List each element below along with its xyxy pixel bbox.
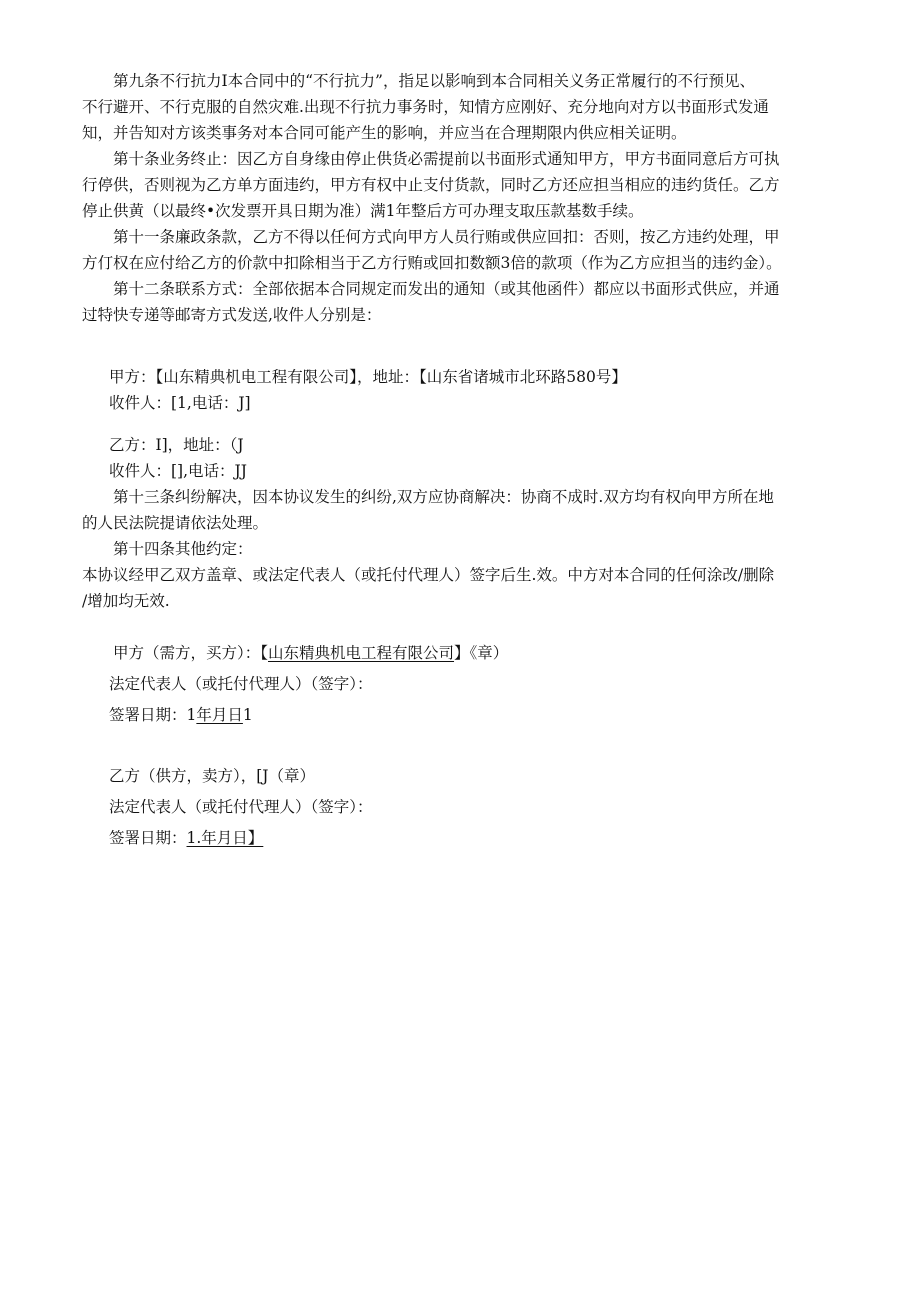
party-b-date-value: 1.年月日】 <box>186 829 264 847</box>
party-a-company-name: 山东精典机电工程有限公司 <box>268 644 455 662</box>
party-b-contact <box>82 432 844 484</box>
party-b-representative: 法定代表人（或托付代理人）（签字）： <box>109 798 373 816</box>
clause-12 <box>82 276 844 328</box>
contract-page <box>82 68 844 854</box>
clause-14-line-2: /增加均无效. <box>82 592 170 610</box>
spacer <box>82 614 844 638</box>
clause-11-line-2: 方仃权在应付给乙方的价款中扣除相当于乙方行贿或回扣数额3倍的款项（作为乙方应担当的违约金）。 <box>82 254 782 272</box>
clause-14-line-1: 本协议经甲乙双方盖章、或法定代表人（或托付代理人）签字后生.效。中方对本合同的任何涂改/删除 <box>82 566 775 584</box>
party-a-seal-line <box>82 638 844 669</box>
party-b-date-prefix: 签署日期： <box>109 829 187 847</box>
clause-9 <box>82 68 844 146</box>
clause-13-line-1: 第十三条纠纷解决，因本协议发生的纠纷,双方应协商解决：协商不成时.双方均有权向甲方所在地 <box>113 488 774 506</box>
spacer <box>82 416 844 432</box>
party-b-sign-date <box>82 823 844 854</box>
clause-13 <box>82 484 844 536</box>
clause-10-line-1: 第十条业务终止：因乙方自身缘由停止供货必需提前以书面形式通知甲方，甲方书面同意后方可执 <box>113 150 780 168</box>
party-b-seal-line: 乙方（供方，卖方），[J（章） <box>109 767 316 785</box>
clause-11 <box>82 224 844 276</box>
clause-10 <box>82 146 844 224</box>
party-a-representative: 法定代表人（或托付代理人）（签字）： <box>109 675 373 693</box>
party-a-contact <box>82 364 844 416</box>
clause-14-title: 第十四条其他约定： <box>113 540 253 558</box>
spacer <box>82 731 844 761</box>
clause-10-line-3: 停止供黄（以最终•次发票开具日期为准）满1年整后方可办理支取压款基数手续。 <box>82 202 644 220</box>
party-b-address: 乙方：I]，地址：（J <box>109 436 244 454</box>
clause-9-line-1: 第九条不行抗力I本合同中的“不行抗力”，指足以影响到本合同相关义务正常履行的不行预见、 <box>113 72 755 90</box>
party-a-seal-prefix: 甲方（需方，买方）：【 <box>113 644 269 662</box>
clause-13-line-2: 的人民法院提请依法处理。 <box>82 514 269 532</box>
party-a-date-suffix: 1 <box>242 706 253 724</box>
party-a-sign-date <box>82 700 844 731</box>
clause-14 <box>82 536 844 614</box>
clause-10-line-2: 行停供，否则视为乙方单方面违约，甲方有权中止支付货款，同时乙方还应担当相应的违约货任。乙方 <box>82 176 780 194</box>
party-a-seal-suffix: 】《章） <box>454 644 509 662</box>
clause-12-line-1: 第十二条联系方式：全部依据本合同规定而发出的通知（或其他函件）都应以书面形式供应，并通 <box>113 280 780 298</box>
clause-11-line-1: 第十一条廉政条款，乙方不得以任何方式向甲方人员行贿或供应回扣：否则，按乙方违约处理，甲 <box>113 228 780 246</box>
party-a-address: 甲方：【山东精典机电工程有限公司】，地址：【山东省诸城市北环路580号】 <box>109 368 627 386</box>
party-a-date-value: 年月日 <box>196 706 243 724</box>
signature-block-a <box>82 638 844 731</box>
clause-9-line-3: 知，并告知对方该类事务对本合同可能产生的影响，并应当在合理期限内供应相关证明。 <box>82 124 687 142</box>
spacer <box>82 328 844 364</box>
party-a-recipient: 收件人：[1,电话：J] <box>109 394 251 412</box>
party-a-date-prefix: 签署日期：1 <box>109 706 197 724</box>
clause-12-line-2: 过特快专递等邮寄方式发送,收件人分别是： <box>82 306 382 324</box>
clause-9-line-2: 不行避开、不行克服的自然灾难.出现不行抗力事务时，知情方应刚好、充分地向对方以书面形式发通 <box>82 98 769 116</box>
signature-block-b <box>82 761 844 854</box>
party-b-recipient: 收件人：[],电话：JJ <box>109 462 247 480</box>
